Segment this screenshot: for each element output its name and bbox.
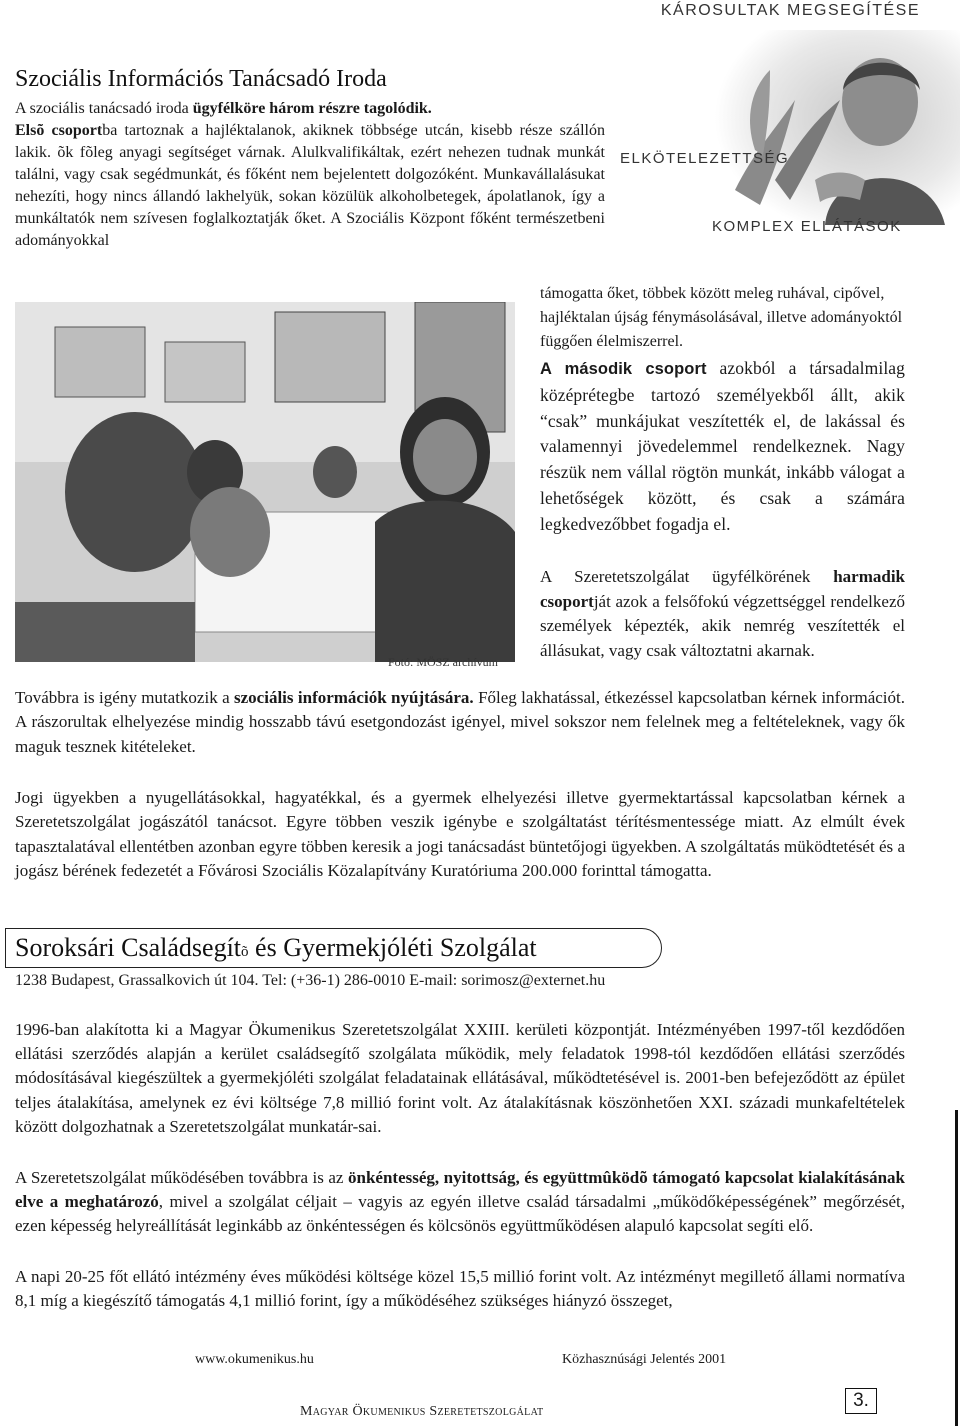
section-title-counselling-office: Szociális Információs Tanácsadó Iroda: [15, 66, 387, 92]
intro-line-1: A szociális tanácsadó iroda: [15, 100, 193, 117]
first-group-text: ba tartoznak a hajléktalanok, akiknek többsége utcán, kisebb része szállón lakik. õk fõleg anyagi segítséget várnak. Alulkvalifikáltak, ezért nehezen tudnak munkát találni, vagy csak segédmunkát, és főként nem bejelentett dolgozóként. Munkavállalásukat nehezíti, hogy nincs állandó lakhelyük, sokan közülük alkoholbetegek, ápolatlanok, így a munkáltatók nem szívesen foglalkoztatják őket. A Szociális Központ főként természetbeni adományokkal: [15, 122, 605, 249]
second-group-text: azokból a társadalmilag középrétegbe tartozó személyekből állt, akik “csak” munkájukat veszítették el, de lakással és valamennyi jövedelemmel rendelkeznek. Nagy részük nem vállal rögtön munkát, inkább válogat a lehetőségek között, és csak a számára legkedvezőbbet fogadja el.: [540, 358, 905, 534]
legal-paragraph: Jogi ügyekben a nyugellátásokkal, hagyatékkal, és a gyermek elhelyezési illetve gyermektartással kapcsolatban kérnek a Szeretetszolgálat jogászától tanácsot. Egyre többen veszik igénybe e szolgáltatást térítésmentessége miatt. Az elmúlt évek tapasztalatával ellentétben azonban egyre többen keresik a jogi tanácsadást büntetőjogi ügyekben. A szolgáltatás müködtetését és a jogász bérének fedezetét a Fővárosi Szociális Közalapítvány Kuratóriuma 200.000 forinttal támogatta.: [15, 788, 905, 880]
third-group-post: ját azok a felsőfokú végzettséggel rendelkező személyek képezték, akik nemrég veszítették el állásukat, vagy csak változtatni akarnak.: [540, 591, 905, 660]
title-part-small: õ: [241, 944, 249, 960]
running-head: KÁROSULTAK MEGSEGÍTÉSE: [660, 2, 920, 19]
info-pre: Továbbra is igény mutatkozik a: [15, 688, 235, 707]
principles-post: , mivel a szolgálat céljait – vagyis az egyén illetve család társadalmi „működőképességének” megőrzését, ezen képesség helyreállítását leginkább az önkéntességen és kölcsönös együttműködésen alapuló kapcsolat segíti elő.: [15, 1192, 906, 1236]
third-group-bold: harmadik csoport: [540, 567, 905, 611]
info-bold: szociális információk nyújtására.: [234, 688, 474, 707]
intro-paragraph: [15, 98, 605, 252]
budget-paragraph: A napi 20-25 főt ellátó intézmény éves működési költsége közel 15,5 millió forint volt. Az intézményt megillető állami normatíva 8,1 míg a kiegészítő támogatás 4,1 millió forint, így a működéséhez szükséges hiányzó összeget,: [15, 1267, 905, 1311]
footer-organization: Magyar Ökumenikus Szeretetszolgálat: [300, 1404, 544, 1419]
info-paragraph: [15, 686, 905, 759]
section-title-family-support: [15, 933, 537, 963]
intro-continuation: támogatta őket, többek között meleg ruhával, cipővel, hajléktalan újság fénymásolásával, illetve adományoktól függően élelmiszerrel.: [540, 285, 903, 350]
first-group-bold: Elsõ csoport: [15, 122, 103, 139]
tagline-commitment: ELKÖTELEZETTSÉG: [620, 150, 790, 167]
principles-bold: önkéntesség, nyitottság, és együttmûködõ támogató kapcsolat kialakításának elve a meghatározó: [15, 1168, 905, 1212]
principles-pre: A Szeretetszolgálat működésében továbbra is az: [15, 1168, 348, 1187]
info-post: Főleg lakhatással, étkezéssel kapcsolatban kérnek információt. A rászorultak elhelyezése mindig hosszabb távú esetgondozást igényel, mivel sokszor nem felelnek meg a feltételeknek, vagy ők maguk tesznek kitételeket.: [15, 688, 905, 756]
office-group-photo: [15, 302, 515, 662]
principles-paragraph: [15, 1166, 905, 1239]
intro-line-1-bold: ügyfélköre három részre tagolódik.: [192, 100, 432, 117]
third-group-paragraph: [540, 565, 905, 663]
footer-report-title: Közhasznúsági Jelentés 2001: [562, 1352, 727, 1367]
footer-website: www.okumenikus.hu: [195, 1352, 314, 1367]
tagline-complex-care: KOMPLEX ELLÁTÁSOK: [712, 218, 902, 235]
boy-with-plant-photo: [715, 30, 960, 225]
photo-credit: Fotó: MÖSZ archívum: [388, 655, 498, 669]
title-part-1: Soroksári Családsegít: [15, 933, 242, 962]
contact-line: 1238 Budapest, Grassalkovich út 104. Tel: (+36-1) 286-0010 E-mail: sorimosz@externet.hu: [15, 972, 606, 989]
founding-paragraph: 1996-ban alakította ki a Magyar Ökumenikus Szeretetszolgálat XXIII. kerületi központját. Intézményében 1997-től kezdődően ellátási szerződés alapján a kerület családsegítő szolgálata működik, mely feladatok 1998-tól kezdődően ellátási szerződés módosításával kiegészültek a gyermekjóléti szolgálat feladatainak ellátásával, működtetésével is. 2001-ben befejeződött az épület teljes átalakítása, amelynek ez évi költsége 7,8 millió forint volt. Az átalakításnak köszönhetően XXI. századi munkafeltételek között dolgozhatnak a Szeretetszolgálat munkatár-sai.: [15, 1020, 905, 1136]
second-group-bold: A második csoport: [540, 360, 707, 378]
second-group-paragraph: [540, 356, 905, 538]
third-group-pre: A Szeretetszolgálat ügyfélkörének: [540, 567, 834, 586]
title-part-2: és Gyermekjóléti Szolgálat: [248, 933, 537, 962]
right-edge-rule: [955, 1110, 958, 1426]
page-number: 3.: [845, 1388, 877, 1414]
